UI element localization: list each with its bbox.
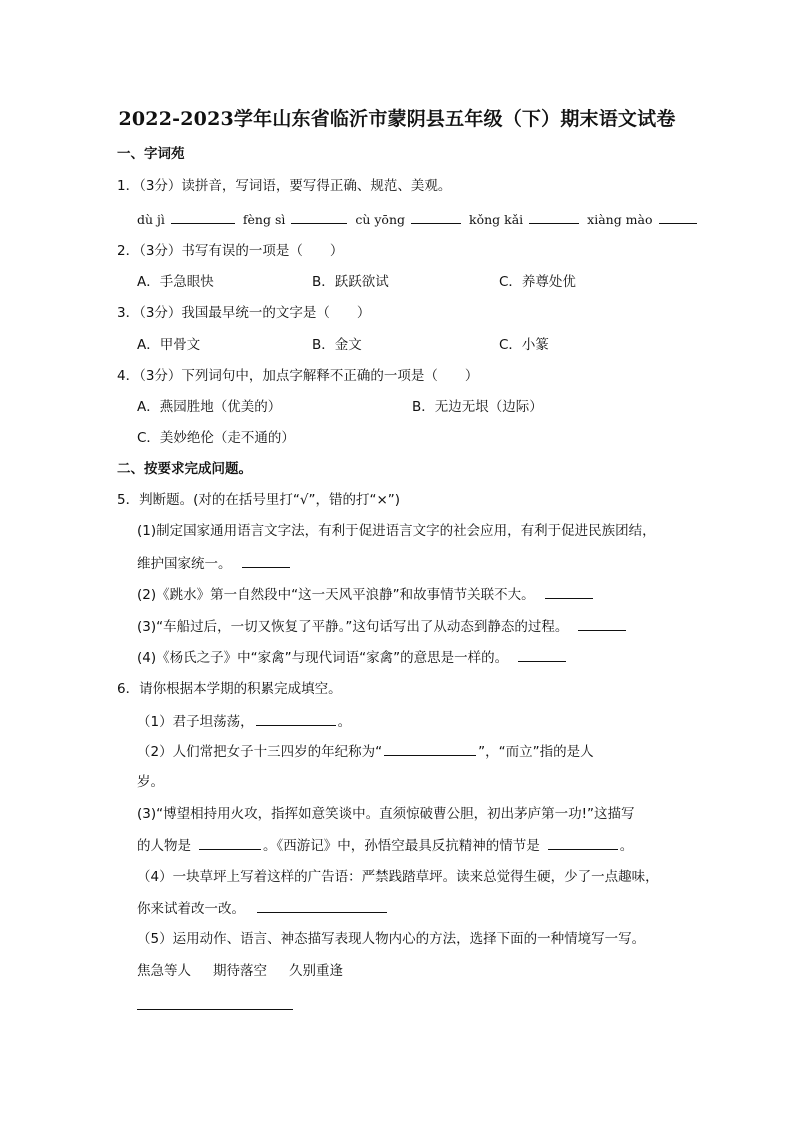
question-3-option-b: B．金文 bbox=[312, 337, 362, 353]
question-4-stem: 4．（3分）下列词句中，加点字解释不正确的一项是（ ） bbox=[117, 368, 479, 384]
answer-blank[interactable] bbox=[545, 585, 593, 599]
item-text: (3)“车船过后，一切又恢复了平静。”这句话写出了从动态到静态的过程。 bbox=[137, 619, 569, 635]
question-5-stem: 5．判断题。(对的在括号里打“√”，错的打“×”) bbox=[117, 492, 401, 508]
question-2-stem: 2．（3分）书写有误的一项是（ ） bbox=[117, 243, 344, 259]
question-3-option-a: A．甲骨文 bbox=[137, 337, 201, 353]
page-title: 2022-2023学年山东省临沂市蒙阴县五年级（下）期末语文试卷 bbox=[118, 108, 676, 130]
answer-blank[interactable] bbox=[171, 210, 235, 224]
question-6-item-2-cont: 岁。 bbox=[137, 774, 164, 790]
question-6-item-2 bbox=[137, 742, 594, 761]
question-1-pinyin-row bbox=[137, 210, 701, 229]
item-text-end: 。 bbox=[337, 714, 352, 730]
section-heading-1: 一、字词苑 bbox=[117, 146, 185, 162]
item-text: （2）人们常把女子十三四岁的年纪称为“ bbox=[137, 744, 383, 760]
pinyin-3: cù yōng bbox=[355, 212, 406, 227]
question-2-option-b: B．跃跃欲试 bbox=[312, 274, 389, 290]
question-6-item-3: (3)“博望相持用火攻，指挥如意笑谈中。直须惊破曹公胆，初出茅庐第一功!”这描写 bbox=[137, 806, 635, 822]
situation-1: 焦急等人 bbox=[137, 963, 191, 979]
question-6-item-4: （4）一块草坪上写着这样的广告语：严禁践踏草坪。读来总觉得生硬，少了一点趣味， bbox=[137, 869, 659, 885]
question-3-stem: 3．（3分）我国最早统一的文字是（ ） bbox=[117, 305, 371, 321]
item-text: (2)《跳水》第一自然段中“这一天风平浪静”和故事情节关联不大。 bbox=[137, 587, 535, 603]
question-5-item-1-cont bbox=[137, 554, 292, 573]
situation-3: 久别重逢 bbox=[289, 963, 343, 979]
answer-blank[interactable] bbox=[578, 617, 626, 631]
pinyin-1: dù jì bbox=[137, 212, 165, 227]
item-text: (4)《杨氏之子》中“家禽”与现代词语“家禽”的意思是一样的。 bbox=[137, 650, 509, 666]
question-2-option-c: C．养尊处优 bbox=[499, 274, 576, 290]
item-text: 你来试着改一改。 bbox=[137, 901, 245, 917]
answer-blank[interactable] bbox=[659, 210, 697, 224]
item-text-cont: ”，“而立”指的是人 bbox=[478, 744, 594, 760]
answer-blank[interactable] bbox=[256, 712, 336, 726]
answer-blank[interactable] bbox=[548, 836, 618, 850]
question-6-item-3-cont bbox=[137, 836, 633, 855]
answer-blank[interactable] bbox=[529, 210, 579, 224]
answer-blank[interactable] bbox=[518, 648, 566, 662]
section-heading-2: 二、按要求完成问题。 bbox=[117, 461, 252, 477]
question-5-item-3 bbox=[137, 617, 628, 636]
question-5-item-2 bbox=[137, 585, 595, 604]
question-6-item-4-cont bbox=[137, 899, 389, 918]
question-2-option-a: A．手急眼快 bbox=[137, 274, 214, 290]
answer-blank[interactable] bbox=[242, 554, 290, 568]
question-3-option-c: C．小篆 bbox=[499, 337, 549, 353]
item-text-mid: 。《西游记》中，孙悟空最具反抗精神的情节是 bbox=[263, 838, 540, 854]
question-6-item-1 bbox=[137, 712, 351, 731]
question-5-item-4 bbox=[137, 648, 568, 667]
question-4-option-c: C．美妙绝伦（走不通的） bbox=[137, 430, 295, 446]
answer-line[interactable] bbox=[137, 1009, 293, 1010]
pinyin-4: kǒng kǎi bbox=[469, 212, 524, 227]
answer-blank[interactable] bbox=[291, 210, 347, 224]
question-4-option-b: B．无边无垠（边际） bbox=[412, 399, 543, 415]
question-5-item-1: (1)制定国家通用语言文字法，有利于促进语言文字的社会应用，有利于促进民族团结， bbox=[137, 523, 656, 539]
question-1-stem: 1．（3分）读拼音，写词语，要写得正确、规范、美观。 bbox=[117, 178, 452, 194]
situation-2: 期待落空 bbox=[213, 963, 267, 979]
question-6-item-5: （5）运用动作、语言、神态描写表现人物内心的方法，选择下面的一种情境写一写。 bbox=[137, 931, 646, 947]
answer-blank[interactable] bbox=[199, 836, 261, 850]
item-text: 维护国家统一。 bbox=[137, 556, 232, 572]
question-6-stem: 6．请你根据本学期的积累完成填空。 bbox=[117, 681, 342, 697]
answer-blank[interactable] bbox=[257, 899, 387, 913]
situation-list bbox=[137, 962, 343, 980]
question-4-option-a: A．燕园胜地（优美的） bbox=[137, 399, 282, 415]
item-text: （1）君子坦荡荡， bbox=[137, 714, 254, 730]
answer-blank[interactable] bbox=[411, 210, 461, 224]
item-text-end: 。 bbox=[619, 838, 634, 854]
answer-blank[interactable] bbox=[384, 742, 476, 756]
pinyin-2: fèng sì bbox=[242, 212, 286, 227]
item-text: 的人物是 bbox=[137, 838, 191, 854]
pinyin-5: xiàng mào bbox=[587, 212, 653, 227]
